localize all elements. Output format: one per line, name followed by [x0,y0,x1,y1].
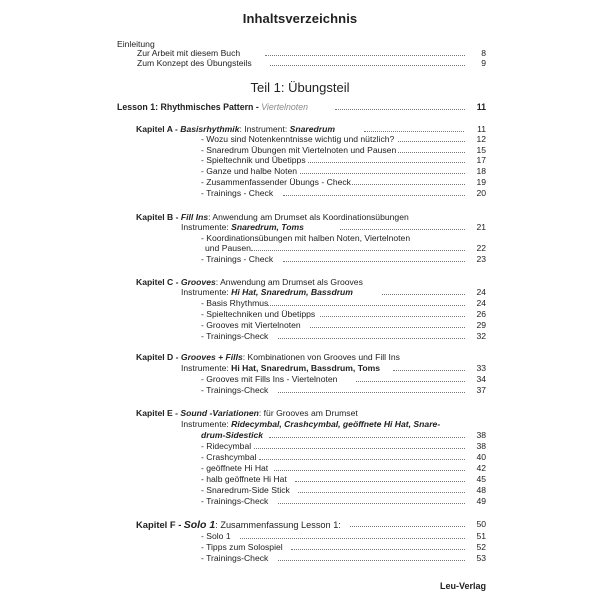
dot-leader [274,470,465,471]
chapter-f-kap: Kapitel F - [136,519,182,530]
entry-label: - Solo 1 [201,531,231,541]
toc-entry[interactable] [0,134,600,145]
toc-entry[interactable] [0,531,600,542]
dot-leader [254,448,465,449]
entry-page: 24 [476,298,486,308]
toc-entry[interactable] [0,452,600,463]
entry-page: 38 [476,441,486,451]
chapter-b-desc: : Anwendung am Drumset als Koordinationsübungen [208,212,409,222]
entry-page: 45 [476,474,486,484]
entry-label: - Zusammenfassender Übungs - Check [201,177,351,187]
entry-label: - Trainings-Check [201,385,269,395]
entry-label: - Snaredrum Übungen mit Viertelnoten und Pausen [201,145,397,155]
chapter-e-instruments-row2[interactable] [0,430,600,441]
dot-leader [278,392,465,393]
dot-leader [340,229,465,230]
entry-page: 20 [476,188,486,198]
entry-page: 34 [476,374,486,384]
entry-label: - geöffnete Hi Hat [201,463,269,473]
entry-page: 53 [476,553,486,563]
toc-entry[interactable] [0,496,600,507]
chapter-b-page: 21 [476,222,486,232]
entry-page: 9 [481,58,486,68]
chapter-a-kap: Kapitel A - [136,124,178,134]
intro-heading: Einleitung [117,39,155,49]
lesson-topic: Viertelnoten [261,102,309,112]
dot-leader [270,65,465,66]
dot-leader [398,152,465,153]
entry-label: - Crashcymbal [201,452,257,462]
toc-entry[interactable] [0,243,600,254]
entry-label: - Tipps zum Solospiel [201,542,283,552]
dot-leader [300,173,465,174]
chapter-e-row[interactable] [0,408,600,419]
page-title: Inhaltsverzeichnis [242,11,358,26]
instruments-label: Instrumente: [181,287,229,297]
dot-leader [393,370,465,371]
entry-page: 48 [476,485,486,495]
chapter-e-instruments-row [0,419,600,430]
instruments-label: Instrumente: [181,419,229,429]
chapter-d-instruments: Hi Hat, Snaredrum, Bassdrum, Toms [231,363,380,373]
publisher-footer: Leu-Verlag [439,581,486,591]
chapter-d-row[interactable] [0,352,600,363]
dot-leader [269,437,465,438]
dot-leader [291,549,465,550]
entry-page: 17 [476,155,486,165]
entry-label: - Trainings - Check [201,254,274,264]
dot-leader [259,459,465,460]
toc-entry[interactable] [0,441,600,452]
entry-label: - Grooves mit Viertelnoten [201,320,301,330]
toc-entry[interactable] [0,155,600,166]
chapter-b-instruments: Snaredrum, Toms [231,222,304,232]
chapter-d-kap: Kapitel D - [136,352,179,362]
chapter-a-name: Basisrhythmik [180,124,240,134]
chapter-f-page: 50 [476,519,486,529]
dot-leader [251,250,465,251]
part-title: Teil 1: Übungsteil [250,80,350,95]
entry-page: 19 [476,177,486,187]
entry-page: 26 [476,309,486,319]
dot-leader [398,141,465,142]
chapter-b-kap: Kapitel B - [136,212,179,222]
entry-page: 15 [476,145,486,155]
entry-label: - Spieltechnik und Übetipps [201,155,306,165]
toc-entry[interactable] [0,58,600,69]
chapter-d-desc: : Kombinationen von Grooves und Fill Ins [242,352,400,362]
entry-page: 40 [476,452,486,462]
lesson-row[interactable] [0,102,600,113]
entry-page: 18 [476,166,486,176]
chapter-e-kap: Kapitel E - [136,408,179,418]
entry-page: 23 [476,254,486,264]
chapter-f-desc: : Zusammenfassung Lesson 1: [215,520,341,530]
entry-page: 32 [476,331,486,341]
entry-label: - Ridecymbal [201,441,252,451]
dot-leader [350,526,465,527]
chapter-c-desc: : Anwendung am Drumset als Grooves [215,277,363,287]
entry-label: Zur Arbeit mit diesem Buch [137,48,241,58]
toc-entry[interactable] [0,485,600,496]
toc-entry[interactable] [0,542,600,553]
entry-label: - Trainings-Check [201,331,269,341]
chapter-d-page: 33 [476,363,486,373]
chapter-b-instruments-row[interactable] [0,222,600,233]
dot-leader [240,538,465,539]
entry-label: - Spieltechniken und Übetipps [201,309,316,319]
toc-entry[interactable] [0,553,600,564]
toc-entry[interactable] [0,254,600,265]
dot-leader [356,381,465,382]
chapter-c-instruments-row[interactable] [0,287,600,298]
entry-page: 12 [476,134,486,144]
toc-entry[interactable] [0,320,600,331]
instruments-label: Instrumente: [181,222,229,232]
toc-entry[interactable] [0,385,600,396]
chapter-e-instruments-line2: drum-Sidestick [201,430,264,440]
dot-leader [278,503,465,504]
chapter-a-page: 11 [477,124,486,134]
entry-label: - Ganze und halbe Noten [201,166,298,176]
dot-leader [335,109,465,110]
toc-entry[interactable] [0,474,600,485]
dot-leader [352,184,465,185]
dot-leader [268,305,465,306]
chapter-e-name: Sound -Variationen [180,408,259,418]
dot-leader [364,131,464,132]
entry-label: Zum Konzept des Übungsteils [137,58,252,68]
dot-leader [308,162,465,163]
chapter-f-name: Solo 1 [183,519,216,531]
entry-label: - Koordinationsübungen mit halben Noten, Viertelnoten [201,233,411,243]
lesson-prefix: Lesson 1: Rhythmisches Pattern - [117,102,259,112]
chapter-c-kap: Kapitel C - [136,277,179,287]
dot-leader [382,294,465,295]
entry-page: 49 [476,496,486,506]
entry-label: - Trainings - Check [201,188,274,198]
toc-entry[interactable] [0,374,600,385]
chapter-a-instrument: Snaredrum [289,124,336,134]
chapter-b-name: Fill Ins [180,212,209,222]
dot-leader [295,481,465,482]
entry-page: 37 [476,385,486,395]
chapter-a-mid: : Instrument: [239,124,288,134]
entry-page: 8 [481,48,486,58]
dot-leader [310,327,465,328]
chapter-d-name: Grooves + Fills [180,352,243,362]
entry-label: und Pausen [205,243,251,253]
dot-leader [283,261,465,262]
entry-page: 51 [476,531,486,541]
dot-leader [265,55,465,56]
entry-label: - Snaredrum-Side Stick [201,485,290,495]
entry-page: 22 [476,243,486,253]
entry-label: - Basis Rhythmus [201,298,269,308]
entry-page: 29 [476,320,486,330]
dot-leader [320,316,465,317]
entry-label: - Wozu sind Notenkenntnisse wichtig und nützlich? [201,134,395,144]
chapter-d-instruments-row[interactable] [0,363,600,374]
chapter-e-instruments-line1: Ridecymbal, Crashcymbal, geöffnete Hi Hat, Snare- [231,419,441,429]
toc-entry[interactable] [0,166,600,177]
toc-entry[interactable] [0,177,600,188]
chapter-c-name: Grooves [180,277,216,287]
chapter-e-desc: : für Grooves am Drumset [258,408,358,418]
chapter-c-instruments: Hi Hat, Snaredrum, Bassdrum [231,287,353,297]
toc-entry[interactable] [0,331,600,342]
dot-leader [278,338,465,339]
entry-label: - halb geöffnete Hi Hat [201,474,287,484]
dot-leader [278,560,465,561]
lesson-page: 11 [476,102,486,112]
chapter-e-page: 38 [476,430,486,440]
toc-entry[interactable] [0,309,600,320]
dot-leader [283,195,465,196]
entry-label: - Trainings-Check [201,496,269,506]
dot-leader [298,492,465,493]
toc-entry[interactable] [0,298,600,309]
chapter-c-page: 24 [476,287,486,297]
entry-page: 52 [476,542,486,552]
entry-page: 42 [476,463,486,473]
entry-label: - Trainings-Check [201,553,269,563]
toc-entry[interactable] [0,463,600,474]
toc-entry[interactable] [0,188,600,199]
entry-label: - Grooves mit Fills Ins - Viertelnoten [201,374,338,384]
instruments-label: Instrumente: [181,363,229,373]
